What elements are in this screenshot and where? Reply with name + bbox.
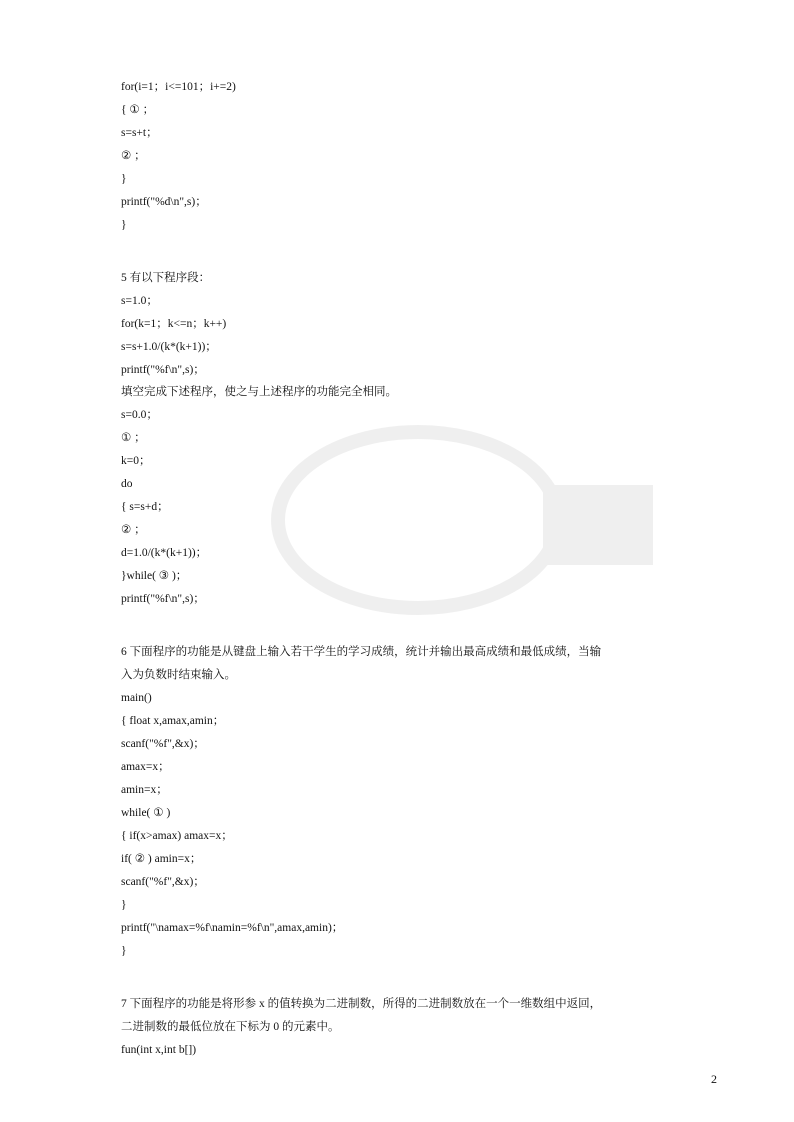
code-line: }	[121, 899, 127, 911]
code-line: for(i=1；i<=101；i+=2)	[121, 81, 236, 93]
question-5-instruction: 填空完成下述程序，使之与上述程序的功能完全相同。	[121, 386, 397, 398]
code-line: printf("%f\n",s)；	[121, 364, 205, 376]
code-line: ② ；	[121, 524, 146, 536]
code-line: amax=x；	[121, 761, 170, 773]
code-line: s=s+1.0/(k*(k+1))；	[121, 341, 217, 353]
code-line: { ① ；	[121, 104, 155, 116]
code-line: }	[121, 173, 127, 185]
code-line: while( ① )	[121, 807, 171, 819]
page-number: 2	[711, 1072, 717, 1086]
code-line: }while( ③ )；	[121, 570, 188, 582]
watermark-stamp	[268, 425, 688, 615]
code-line: for(k=1；k<=n；k++)	[121, 318, 227, 330]
code-line: d=1.0/(k*(k+1))；	[121, 547, 208, 559]
code-line: { if(x>amax) amax=x；	[121, 830, 233, 842]
code-line: printf("\namax=%f\namin=%f\n",amax,amin)；	[121, 922, 344, 934]
code-line: fun(int x,int b[])	[121, 1044, 197, 1056]
code-line: do	[121, 478, 133, 490]
question-5-lead: 5 有以下程序段：	[121, 272, 211, 284]
code-line: printf("%d\n",s)；	[121, 196, 207, 208]
code-line: s=0.0；	[121, 409, 158, 421]
question-6-text-line-2: 入为负数时结束输入。	[121, 669, 236, 681]
code-line: main()	[121, 692, 152, 704]
code-line: ② ；	[121, 150, 146, 162]
code-line: amin=x；	[121, 784, 168, 796]
code-line: ① ；	[121, 432, 146, 444]
code-line: printf("%f\n",s)；	[121, 593, 205, 605]
code-line: }	[121, 219, 127, 231]
code-line: scanf("%f",&x)；	[121, 738, 205, 750]
code-line: k=0；	[121, 455, 151, 467]
code-line: if( ② ) amin=x；	[121, 853, 202, 865]
code-line: scanf("%f",&x)；	[121, 876, 205, 888]
code-line: }	[121, 945, 127, 957]
code-line: { s=s+d；	[121, 501, 169, 513]
code-line: s=s+t；	[121, 127, 158, 139]
question-7-text-line-2: 二进制数的最低位放在下标为 0 的元素中。	[121, 1021, 340, 1033]
question-6-text-line-1: 6 下面程序的功能是从键盘上输入若干学生的学习成绩，统计并输出最高成绩和最低成绩，当输	[121, 646, 602, 658]
code-line: { float x,amax,amin；	[121, 715, 225, 727]
code-line: s=1.0；	[121, 295, 158, 307]
question-7-text-line-1: 7 下面程序的功能是将形参 x 的值转换为二进制数，所得的二进制数放在一个一维数组中返回，	[121, 998, 602, 1010]
